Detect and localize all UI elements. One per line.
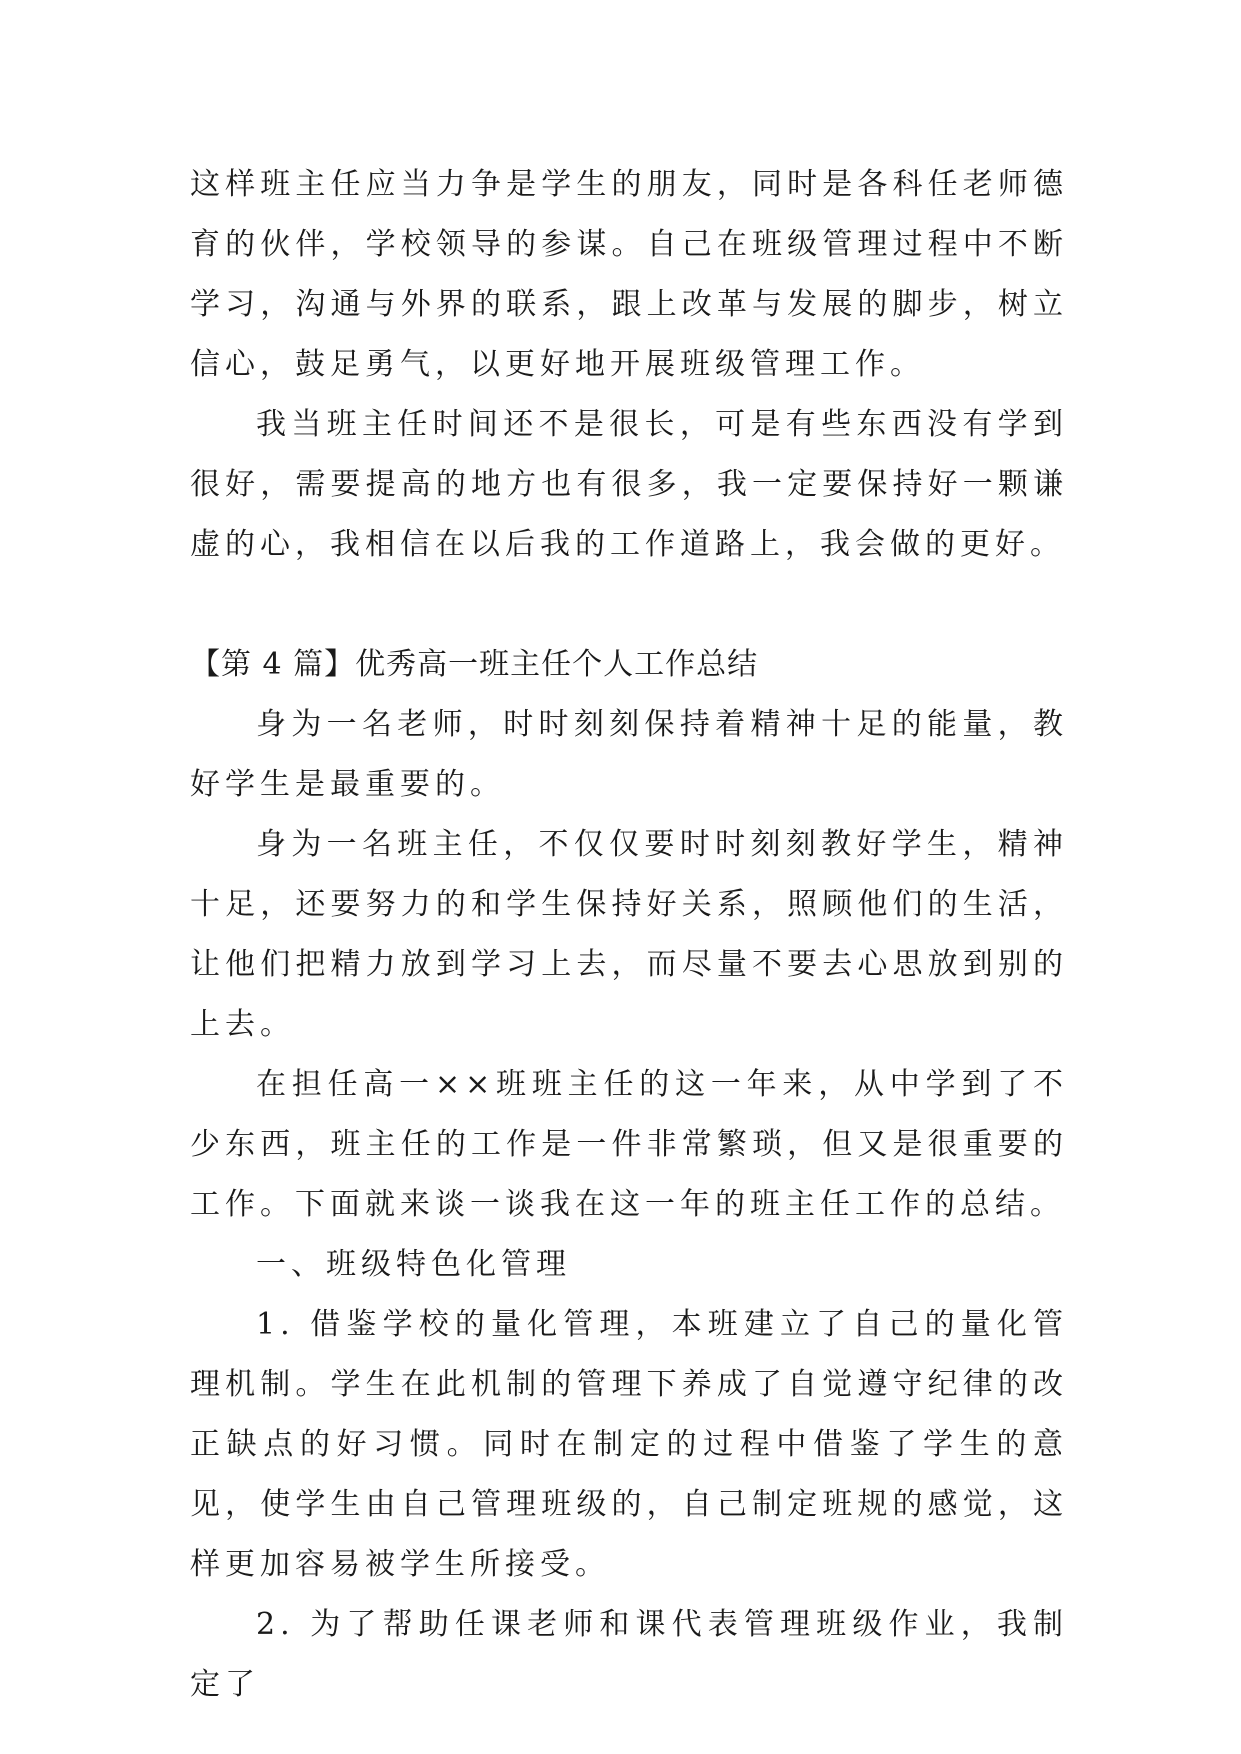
paragraph: 我当班主任时间还不是很长，可是有些东西没有学到很好，需要提高的地方也有很多，我一定要保持好一颗谦虚的心，我相信在以后我的工作道路上，我会做的更好。 [190,407,1068,562]
document-body [190,155,1068,1715]
paragraph: 身为一名班主任，不仅仅要时时刻刻教好学生，精神十足，还要努力的和学生保持好关系，照顾他们的生活，让他们把精力放到学习上去，而尽量不要去心思放到别的上去。 [190,827,1068,1042]
paragraph: 在担任高一××班班主任的这一年来，从中学到了不少东西，班主任的工作是一件非常繁琐，但又是很重要的工作。下面就来谈一谈我在这一年的班主任工作的总结。 [190,1067,1068,1222]
list-item: 1. 借鉴学校的量化管理，本班建立了自己的量化管理机制。学生在此机制的管理下养成了自觉遵守纪律的改正缺点的好习惯。同时在制定的过程中借鉴了学生的意见，使学生由自己管理班级的，自己制定班规的感觉，这样更加容易被学生所接受。 [190,1307,1068,1582]
list-item: 2. 为了帮助任课老师和课代表管理班级作业，我制定了 [190,1607,1068,1702]
section-title: 【第 4 篇】优秀高一班主任个人工作总结 [190,647,759,682]
subheading: 一、班级特色化管理 [256,1247,571,1282]
paragraph: 身为一名老师，时时刻刻保持着精神十足的能量，教好学生是最重要的。 [190,707,1068,802]
paragraph-continued: 这样班主任应当力争是学生的朋友，同时是各科任老师德育的伙伴，学校领导的参谋。自己在班级管理过程中不断学习，沟通与外界的联系，跟上改革与发展的脚步，树立信心，鼓足勇气，以更好地开展班级管理工作。 [190,167,1068,382]
